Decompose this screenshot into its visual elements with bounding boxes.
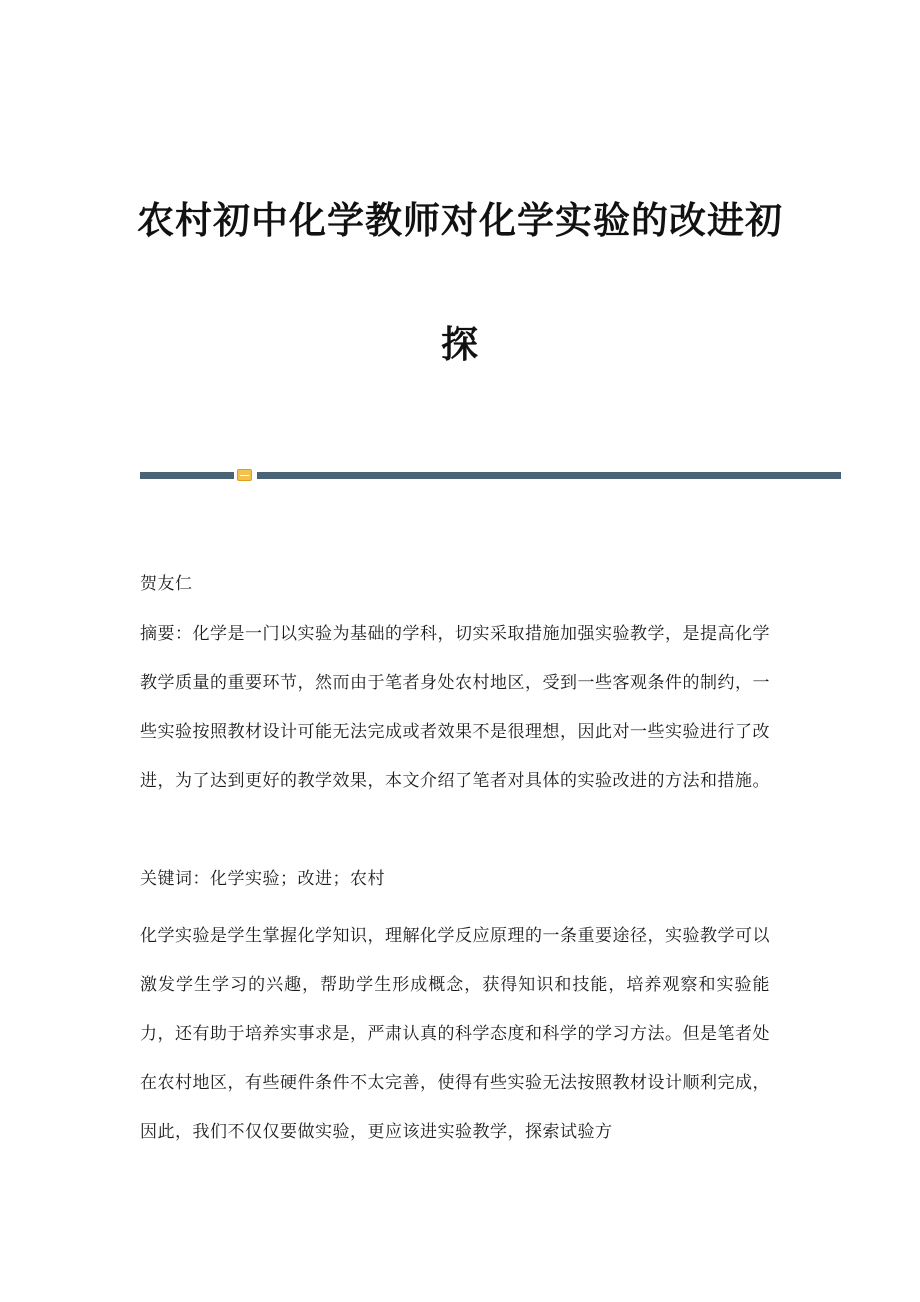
keywords-line: 关键词：化学实验；改进；农村 [140,869,385,889]
divider-bar-right [257,472,841,479]
document-title-line-1: 农村初中化学教师对化学实验的改进初 [137,198,783,242]
author-name: 贺友仁 [140,574,193,594]
abstract-paragraph: 摘要：化学是一门以实验为基础的学科，切实采取措施加强实验教学，是提高化学教学质量的重要环节，然而由于笔者身处农村地区，受到一些客观条件的制约，一些实验按照教材设计可能无法完成或者效果不是很理想，因此对一些实验进行了改进，为了达到更好的教学效果，本文介绍了笔者对具体的实验改进的方法和措施。 [140,624,770,791]
body-paragraph: 化学实验是学生掌握化学知识，理解化学反应原理的一条重要途径，实验教学可以激发学生学习的兴趣，帮助学生形成概念，获得知识和技能，培养观察和实验能力，还有助于培养实事求是，严肃认真的科学态度和科学的学习方法。但是笔者处在农村地区，有些硬件条件不太完善，使得有些实验无法按照教材设计顺利完成，因此，我们不仅仅要做实验，更应该进实验教学，探索试验方 [140,926,770,1142]
divider-ornament-icon [237,469,252,481]
divider-bar-left [140,472,234,479]
title-divider [140,466,841,484]
document-title-line-2: 探 [441,322,479,366]
